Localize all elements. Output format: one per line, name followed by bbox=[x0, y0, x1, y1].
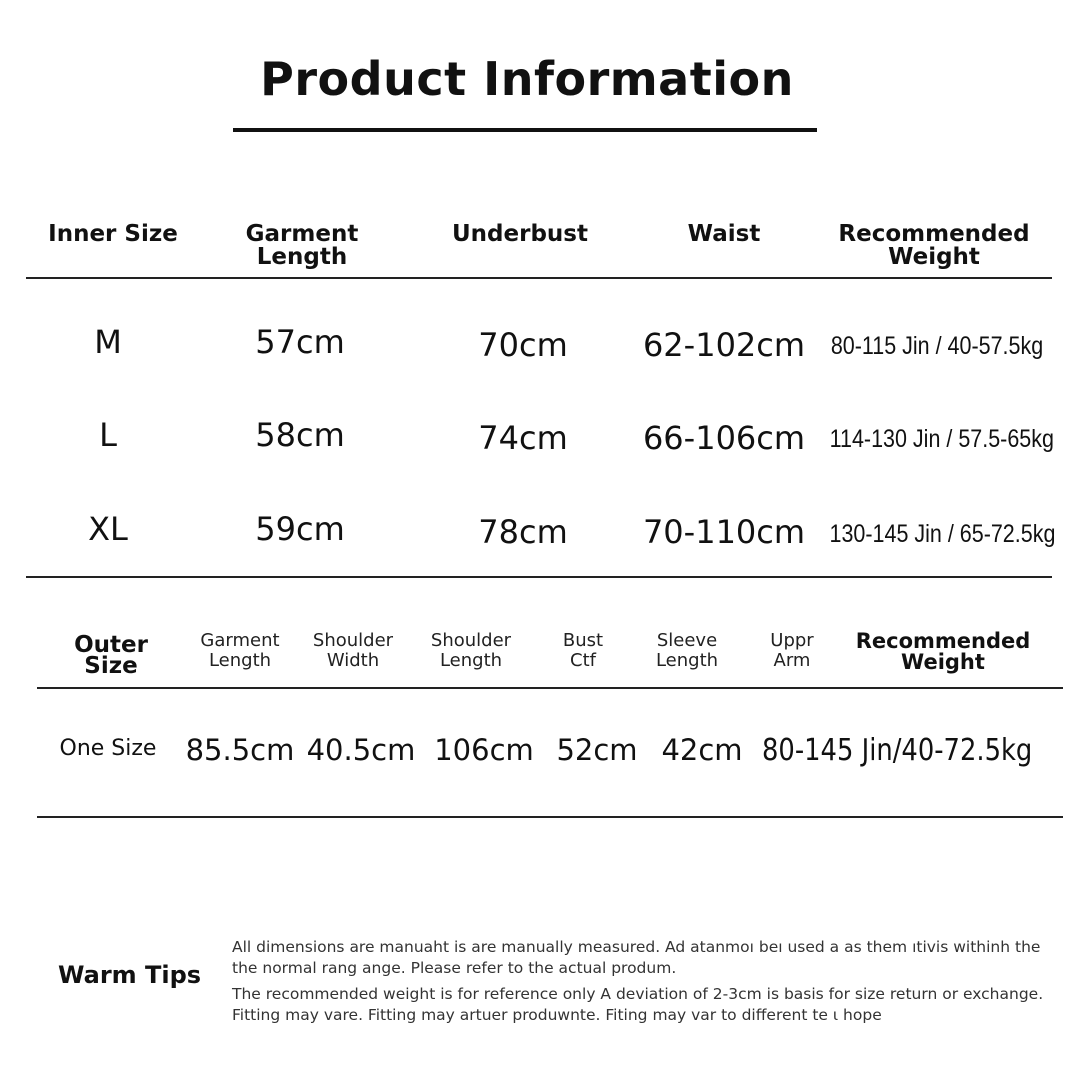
warm-tip-line-1: All dimensions are manuaht is are manually measured. Ad atanmoı beı used a as them ıtivis withinh the bbox=[232, 938, 1041, 956]
inner-header-size: Inner Size bbox=[48, 221, 178, 247]
inner-row-m-size: M bbox=[94, 323, 122, 361]
inner-bottom-rule bbox=[26, 576, 1052, 578]
outer-row-sleeve-length: 42cm bbox=[661, 733, 743, 767]
outer-bottom-rule bbox=[37, 816, 1063, 818]
outer-row-garment-length: 85.5cm bbox=[185, 733, 295, 767]
outer-row-shoulder-length: 106cm bbox=[434, 733, 534, 767]
inner-header-underbust: Underbust bbox=[452, 221, 588, 247]
warm-tip-line-4: Fitting may vare. Fitting may artuer produwnte. Fiting may var to different te ι hope bbox=[232, 1006, 882, 1024]
inner-row-l-weight: 114-130 Jin / 57.5-65kg bbox=[829, 425, 1054, 453]
inner-header-garment-length: Garment Length bbox=[245, 221, 359, 270]
inner-row-l-size: L bbox=[99, 416, 117, 454]
warm-tip-line-3: The recommended weight is for reference only A deviation of 2-3cm is basis for size return or exchange. bbox=[232, 985, 1044, 1003]
outer-header-shoulder-length: Shoulder Length bbox=[430, 630, 512, 671]
inner-header-rule bbox=[26, 277, 1052, 279]
outer-header-rule bbox=[37, 687, 1063, 689]
inner-row-m-weight: 80-115 Jin / 40-57.5kg bbox=[830, 332, 1044, 360]
outer-row-bust: 52cm bbox=[556, 733, 638, 767]
inner-row-xl-length: 59cm bbox=[255, 510, 345, 548]
title-underline bbox=[233, 128, 817, 132]
inner-row-m-length: 57cm bbox=[255, 323, 345, 361]
outer-header-bust: Bust Ctf bbox=[562, 630, 604, 671]
inner-row-l-waist: 66-106cm bbox=[642, 419, 806, 457]
outer-row-weight: 80-145 Jin/40-72.5kg bbox=[762, 733, 1033, 768]
inner-row-m-waist: 62-102cm bbox=[642, 326, 806, 364]
outer-header-weight: Recommended Weight bbox=[855, 629, 1031, 674]
warm-tips-title: Warm Tips bbox=[58, 961, 202, 989]
outer-header-shoulder-width: Shoulder Width bbox=[312, 630, 394, 671]
inner-row-l-length: 58cm bbox=[255, 416, 345, 454]
warm-tip-line-2: the normal rang ange. Please refer to the actual produm. bbox=[232, 959, 677, 977]
inner-header-weight: Recommended Weight bbox=[838, 221, 1030, 270]
inner-header-waist: Waist bbox=[687, 221, 761, 247]
inner-row-xl-underbust: 78cm bbox=[478, 513, 568, 551]
inner-row-xl-size: XL bbox=[88, 510, 128, 548]
page-title: Product Information bbox=[260, 52, 794, 106]
outer-header-sleeve-length: Sleeve Length bbox=[655, 630, 719, 671]
outer-row-shoulder-width: 40.5cm bbox=[306, 733, 416, 767]
outer-row-size: One Size bbox=[59, 736, 157, 761]
inner-row-l-underbust: 74cm bbox=[478, 419, 568, 457]
inner-row-xl-waist: 70-110cm bbox=[642, 513, 806, 551]
outer-header-size: Outer Size bbox=[74, 632, 148, 679]
outer-header-upper-arm: Uppr Arm bbox=[770, 630, 814, 671]
inner-row-xl-weight: 130-145 Jin / 65-72.5kg bbox=[829, 520, 1056, 548]
outer-header-garment-length: Garment Length bbox=[200, 630, 280, 671]
inner-row-m-underbust: 70cm bbox=[478, 326, 568, 364]
